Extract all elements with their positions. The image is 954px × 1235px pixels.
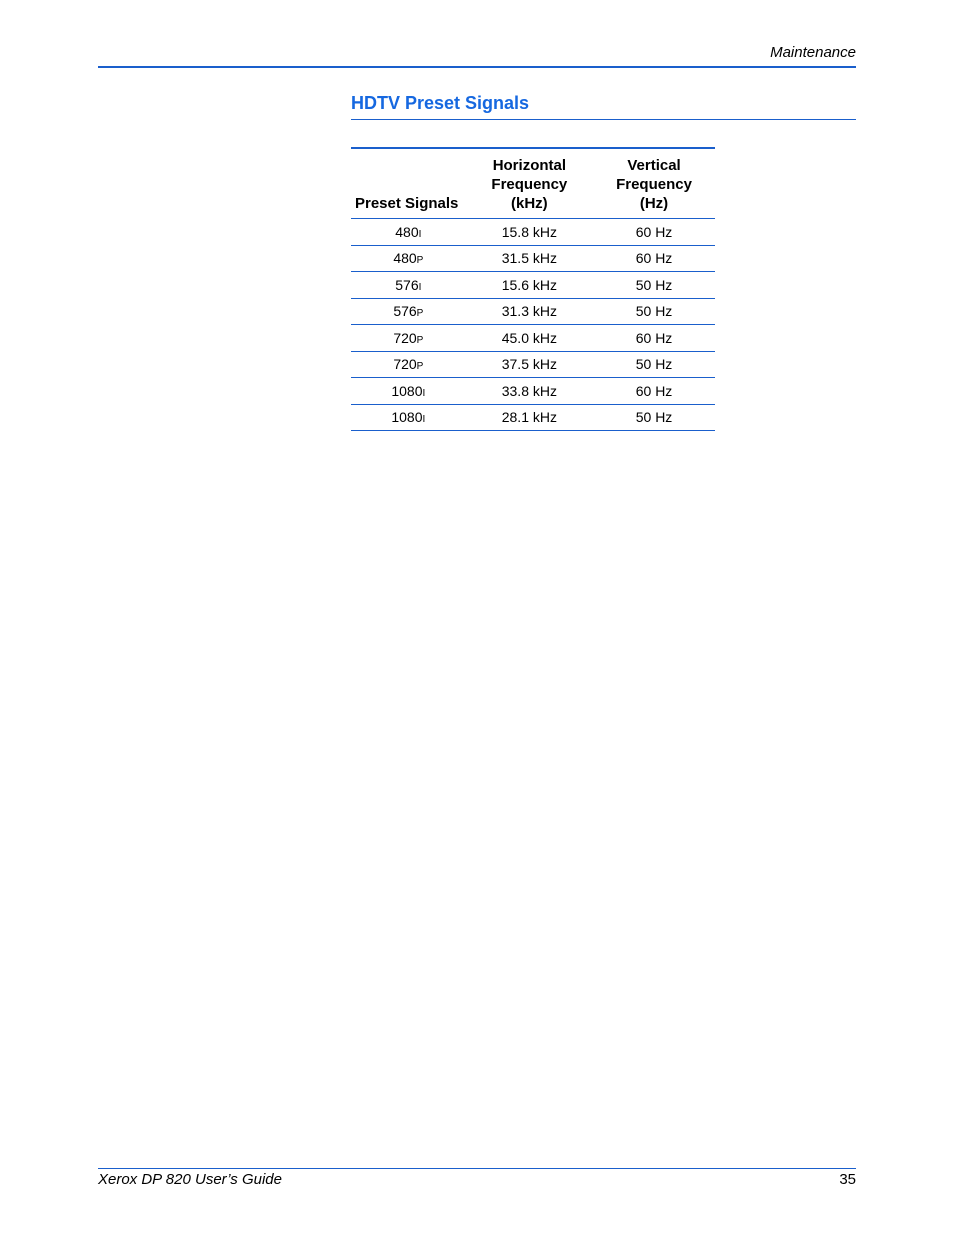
scan-type-suffix: P: [416, 255, 424, 267]
signal-value: 576: [395, 276, 419, 293]
header-divider: [98, 66, 856, 68]
signal-value: 480: [395, 223, 419, 240]
table-row: [351, 378, 715, 405]
scan-type-suffix: P: [416, 361, 424, 373]
horizontal-frequency-cell: 33.8 kHz: [466, 378, 593, 405]
vertical-frequency-cell: 50 Hz: [593, 351, 715, 378]
table-row: [351, 272, 715, 299]
horizontal-frequency-cell: 31.5 kHz: [466, 245, 593, 272]
preset-signal-cell: [351, 351, 466, 378]
signal-value: 720: [393, 329, 417, 346]
horizontal-frequency-cell: 15.6 kHz: [466, 272, 593, 299]
vertical-frequency-cell: 60 Hz: [593, 325, 715, 352]
footer-guide-title: Xerox DP 820 User’s Guide: [98, 1171, 282, 1188]
preset-signal-cell: [351, 325, 466, 352]
column-header-horizontal-frequency: [466, 148, 593, 219]
page-number: 35: [839, 1171, 856, 1188]
header-line: (Hz): [639, 195, 669, 212]
table-row: [351, 351, 715, 378]
footer-divider: [98, 1168, 856, 1169]
header-line: Frequency: [491, 176, 568, 193]
table-row: [351, 325, 715, 352]
vertical-frequency-cell: 50 Hz: [593, 298, 715, 325]
vertical-frequency-cell: 50 Hz: [593, 272, 715, 299]
header-line: Horizontal: [492, 157, 567, 174]
table-header-row: [351, 148, 715, 219]
signal-value: 576: [393, 303, 417, 320]
scan-type-suffix: I: [422, 387, 426, 399]
header-line: Vertical: [627, 157, 681, 174]
signal-value: 1080: [391, 409, 423, 426]
header-line: Preset Signals: [355, 195, 459, 212]
column-header-vertical-frequency: [593, 148, 715, 219]
horizontal-frequency-cell: 28.1 kHz: [466, 404, 593, 431]
table-row: [351, 404, 715, 431]
vertical-frequency-cell: 50 Hz: [593, 404, 715, 431]
preset-signal-cell: [351, 298, 466, 325]
table-row: [351, 298, 715, 325]
signal-value: 480: [393, 250, 417, 267]
horizontal-frequency-cell: 37.5 kHz: [466, 351, 593, 378]
preset-signal-cell: [351, 245, 466, 272]
header-line: (kHz): [511, 195, 548, 212]
vertical-frequency-cell: 60 Hz: [593, 245, 715, 272]
horizontal-frequency-cell: 15.8 kHz: [466, 219, 593, 246]
scan-type-suffix: P: [416, 308, 424, 320]
vertical-frequency-cell: 60 Hz: [593, 378, 715, 405]
signal-value: 1080: [391, 382, 423, 399]
preset-signal-cell: [351, 272, 466, 299]
scan-type-suffix: I: [418, 281, 422, 293]
preset-signal-cell: [351, 219, 466, 246]
title-divider: [351, 119, 856, 120]
preset-signals-table: [351, 147, 715, 431]
signal-value: 720: [393, 356, 417, 373]
vertical-frequency-cell: 60 Hz: [593, 219, 715, 246]
table-row: [351, 219, 715, 246]
section-title: HDTV Preset Signals: [351, 93, 530, 113]
preset-signal-cell: [351, 378, 466, 405]
preset-signal-cell: [351, 404, 466, 431]
column-header-preset-signals: [351, 148, 466, 219]
horizontal-frequency-cell: 45.0 kHz: [466, 325, 593, 352]
header-line: Frequency: [616, 176, 692, 193]
scan-type-suffix: I: [418, 228, 422, 240]
running-header: Maintenance: [770, 44, 856, 61]
horizontal-frequency-cell: 31.3 kHz: [466, 298, 593, 325]
scan-type-suffix: I: [422, 414, 426, 426]
table-row: [351, 245, 715, 272]
scan-type-suffix: P: [416, 334, 424, 346]
